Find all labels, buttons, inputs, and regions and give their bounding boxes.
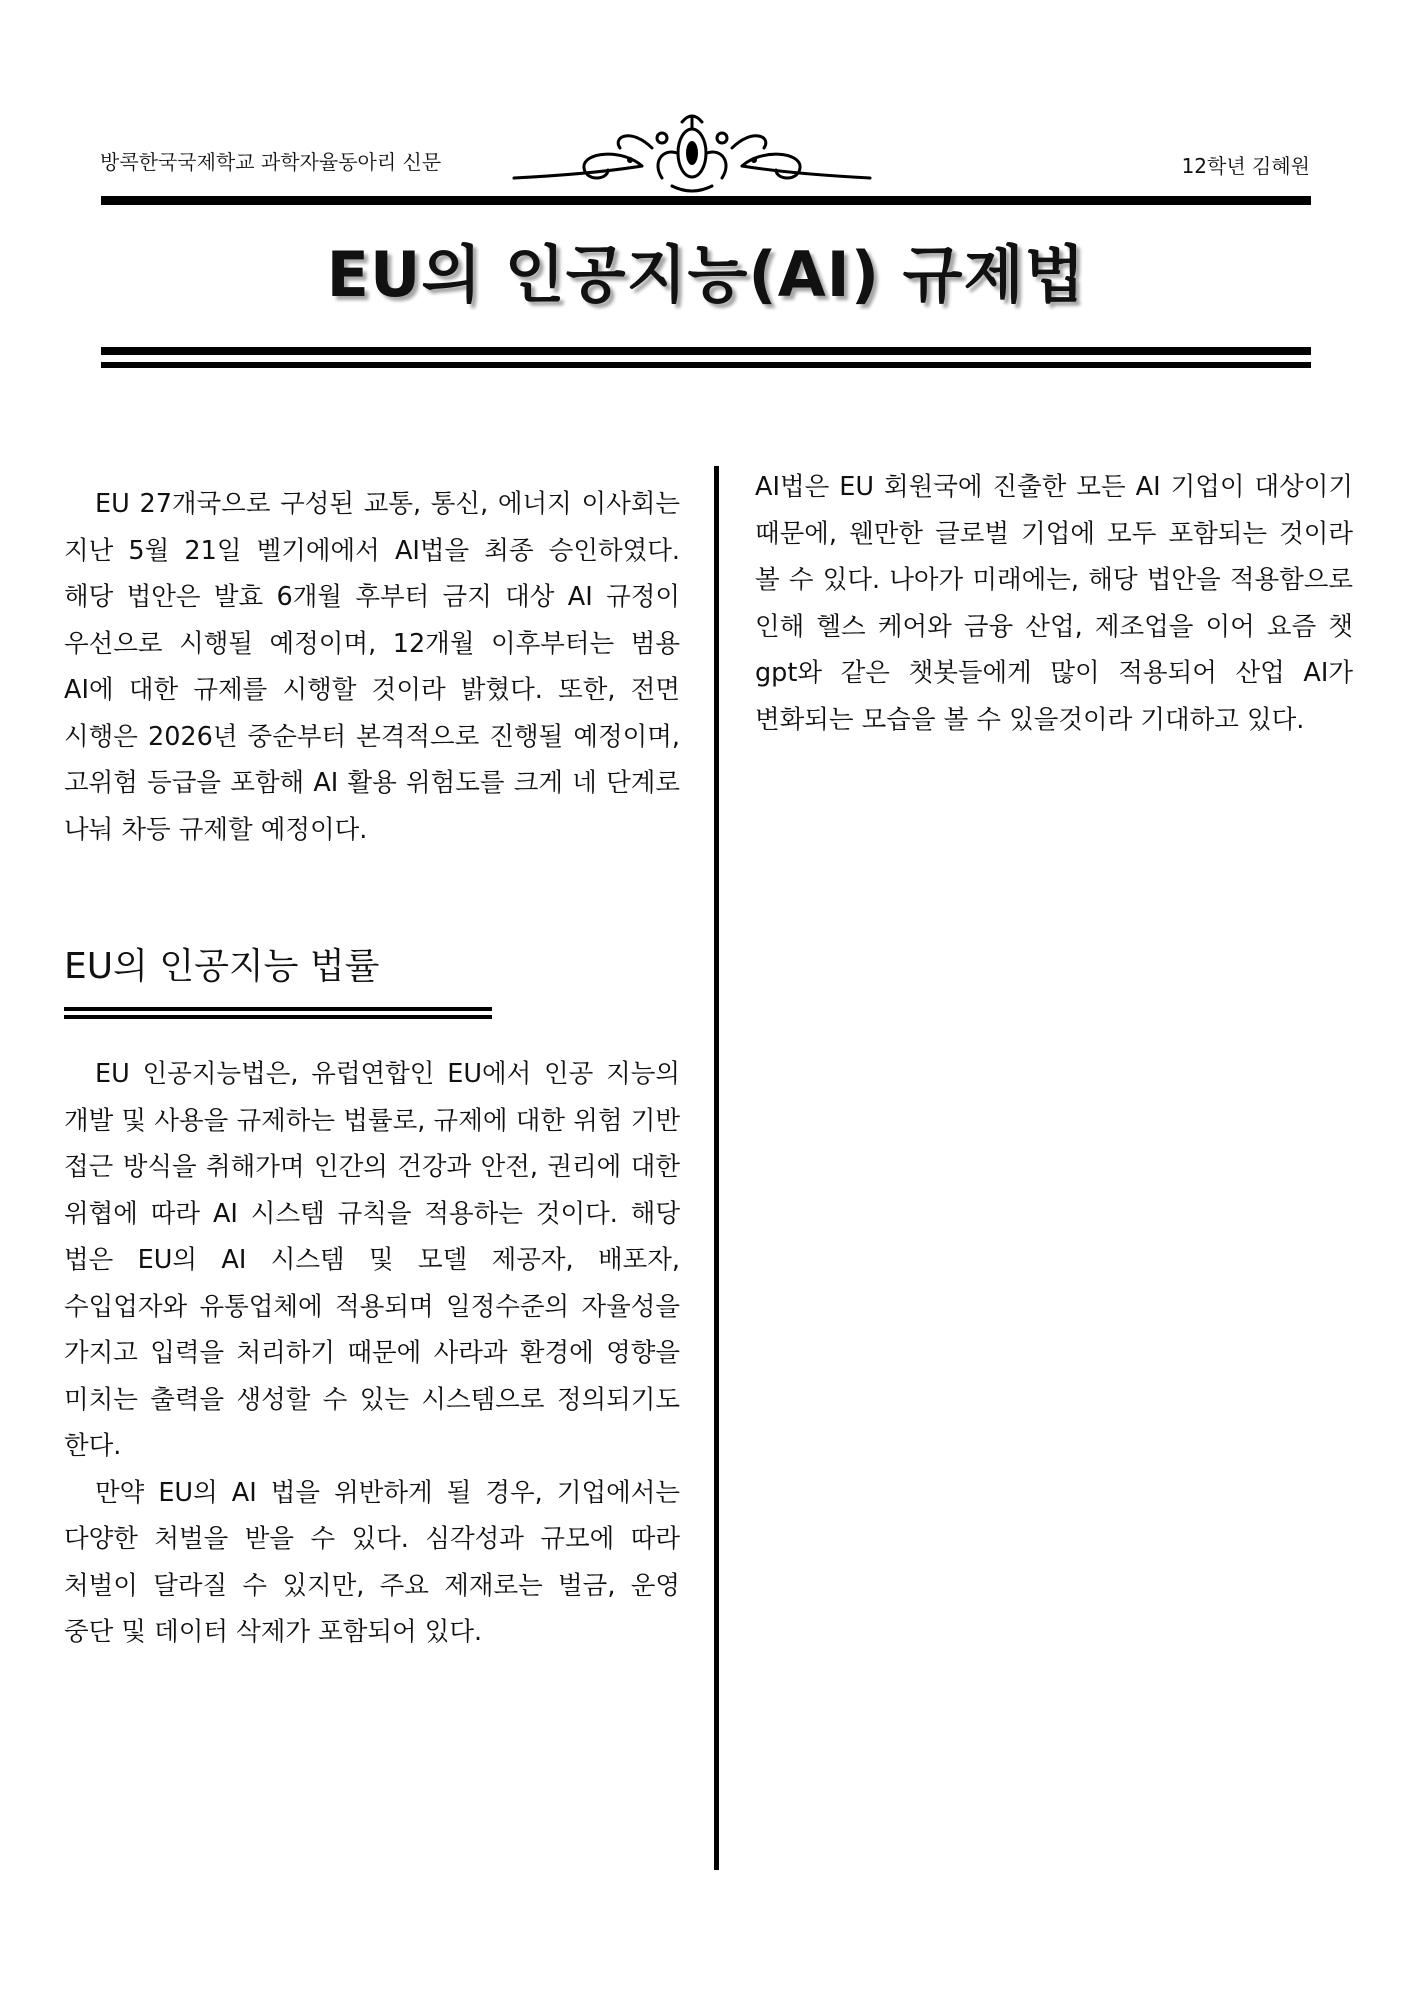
header-rule	[101, 196, 1311, 205]
right-column-paragraph: AI법은 EU 회원국에 진출한 모든 AI 기업이 대상이기 때문에, 웬만한 글로벌 기업에 모두 포함되는 것이라 볼 수 있다. 나아가 미래에는, 해당 법안을 적용함으로 인해 헬스 케어와 금융 산업, 제조업을 이어 요즘 챗 gpt와 같은 챗봇들에게 많이 적용되어 산업 AI가 변화되는 모습을 볼 수 있을것이라 기대하고 있다.	[755, 472, 1353, 735]
column-divider	[714, 466, 719, 1870]
title-rule-top	[101, 347, 1311, 355]
author-byline: 12학년 김혜원	[1181, 154, 1310, 178]
left-column-section	[64, 1051, 680, 1656]
article-title: EU의 인공지능(AI) 규제법	[326, 238, 1086, 311]
section-paragraph: 만약 EU의 AI 법을 위반하게 될 경우, 기업에서는 다양한 처벌을 받을 수 있다. 심각성과 규모에 따라 처벌이 달라질 수 있지만, 주요 제재로는 벌금, 운영 중단 및 데이터 삭제가 포함되어 있다.	[64, 1477, 680, 1647]
right-column	[755, 464, 1353, 743]
section-rule-top	[64, 1007, 492, 1011]
section-paragraph: EU 인공지능법은, 유럽연합인 EU에서 인공 지능의 개발 및 사용을 규제하는 법률로, 규제에 대한 위험 기반 접근 방식을 취해가며 인간의 건강과 안전, 권리에 대한 위협에 따라 AI 시스템 규칙을 적용하는 것이다. 해당 법은 EU의 AI 시스템 및 모델 제공자, 배포자, 수입업자와 유통업체에 적용되며 일정수준의 자율성을 가지고 입력을 처리하기 때문에 사라과 환경에 영향을 미치는 출력을 생성할 수 있는 시스템으로 정의되기도 한다.	[64, 1059, 680, 1461]
title-rule-bottom	[101, 362, 1311, 368]
section-rule-bottom	[64, 1015, 492, 1019]
flourish-ornament-icon	[512, 108, 872, 198]
publication-name: 방콕한국국제학교 과학자율동아리 신문	[100, 150, 442, 174]
left-column-intro	[64, 481, 680, 853]
intro-paragraph: EU 27개국으로 구성된 교통, 통신, 에너지 이사회는 지난 5월 21일 벨기에에서 AI법을 최종 승인하였다. 해당 법안은 발효 6개월 후부터 금지 대상 AI 규정이 우선으로 시행될 예정이며, 12개월 이후부터는 범용 AI에 대한 규제를 시행할 것이라 밝혔다. 또한, 전면 시행은 2026년 중순부터 본격적으로 진행될 예정이며, 고위험 등급을 포함해 AI 활용 위험도를 크게 네 단계로 나눠 차등 규제할 예정이다.	[64, 489, 680, 845]
section-heading: EU의 인공지능 법률	[64, 946, 380, 987]
